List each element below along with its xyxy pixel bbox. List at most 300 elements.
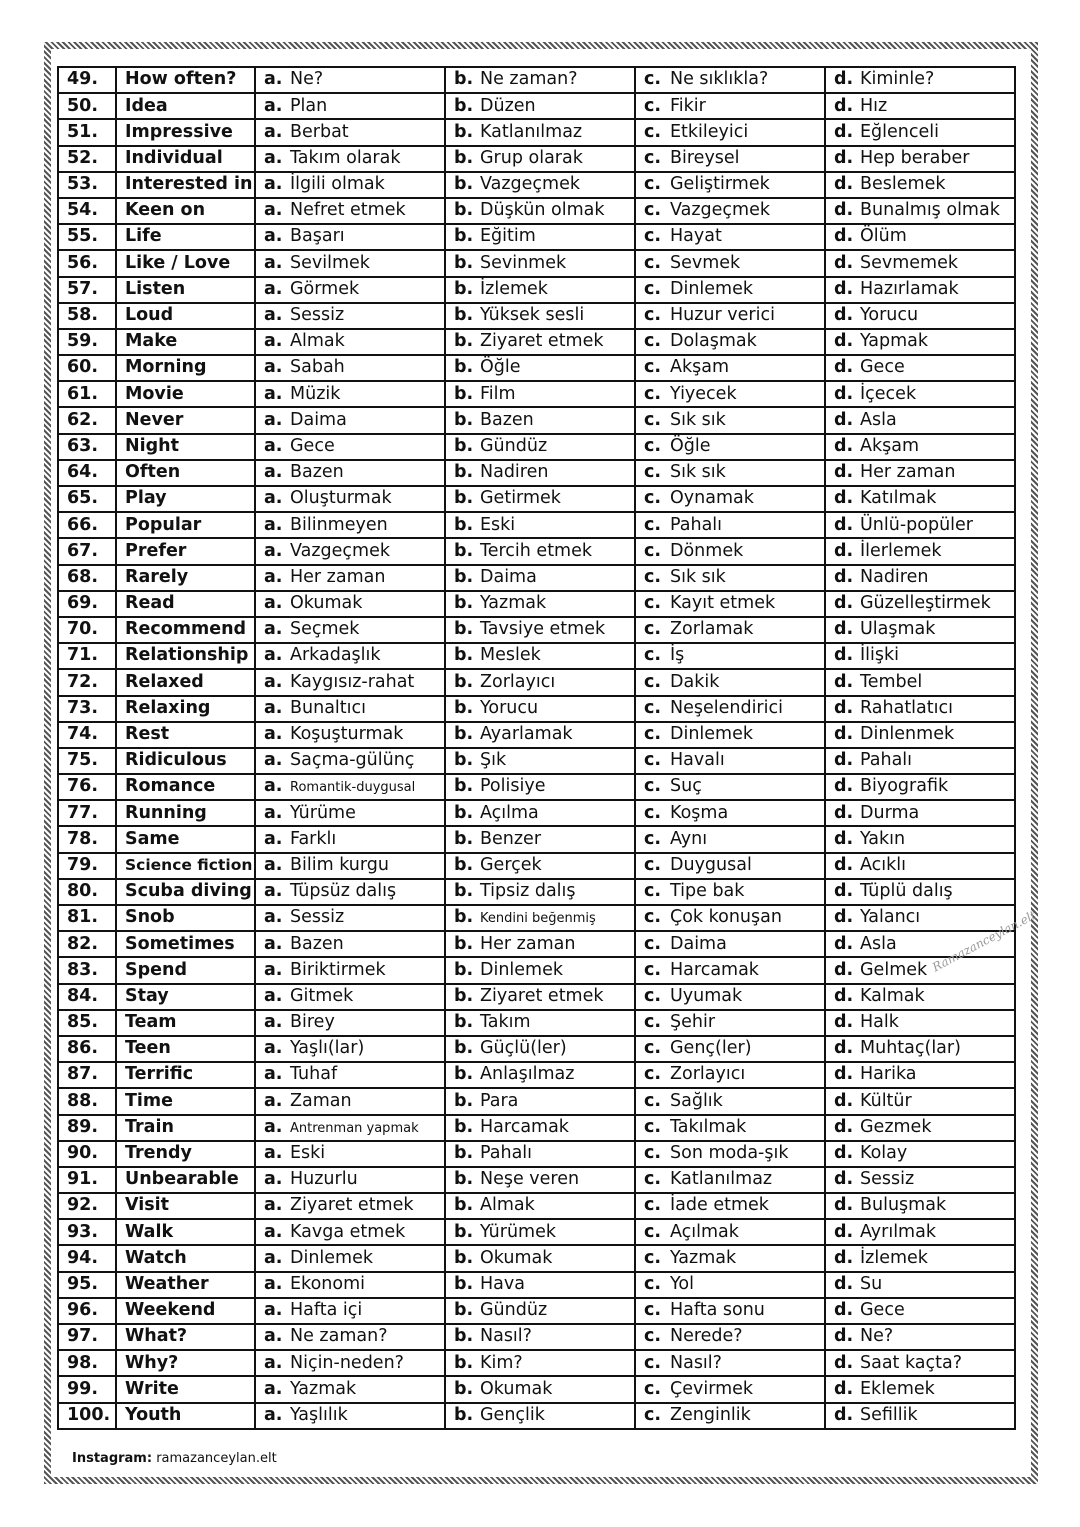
row-number: 100. [58,1403,116,1429]
english-word: Relaxing [116,696,255,722]
row-number: 54. [58,198,116,224]
option-text: Harcamak [670,959,759,980]
option-text: Bilim kurgu [290,854,389,875]
english-word: Prefer [116,538,255,564]
table-row [58,879,1015,905]
option-letter: a. [264,357,283,378]
table-row [58,1272,1015,1298]
option-letter: b. [454,985,474,1006]
table-row [58,748,1015,774]
table-row [58,905,1015,931]
option-b [445,1272,635,1298]
option-a [255,1350,445,1376]
option-text: Gündüz [480,1300,548,1321]
row-number: 57. [58,277,116,303]
option-text: Zorlayıcı [480,671,556,692]
option-c [635,67,825,93]
option-d [825,957,1015,983]
option-b [445,250,635,276]
option-letter: d. [834,331,854,352]
option-c [635,1193,825,1219]
table-row [58,853,1015,879]
option-text: Sevmemek [860,252,958,273]
option-letter: a. [264,1038,283,1059]
english-word: Sometimes [116,931,255,957]
english-word: Same [116,826,255,852]
option-text: Her zaman [480,933,576,954]
option-c [635,1062,825,1088]
option-letter: a. [264,750,283,771]
option-letter: a. [264,1352,283,1373]
english-word: Train [116,1115,255,1141]
option-letter: d. [834,540,854,561]
english-word: Idea [116,93,255,119]
option-text: Havalı [670,750,725,771]
option-letter: a. [264,252,283,273]
table-row [58,931,1015,957]
english-word: Science fiction [116,853,255,879]
option-text: Ziyaret etmek [290,1195,414,1216]
option-c [635,1298,825,1324]
option-d [825,853,1015,879]
option-letter: b. [454,1143,474,1164]
option-letter: a. [264,305,283,326]
option-b [445,1219,635,1245]
option-letter: c. [644,1300,662,1321]
option-a [255,434,445,460]
row-number: 99. [58,1376,116,1402]
option-text: Film [480,383,516,404]
option-text: Vazgeçmek [480,174,580,195]
row-number: 80. [58,879,116,905]
table-row [58,696,1015,722]
option-letter: d. [834,305,854,326]
option-d [825,277,1015,303]
option-a [255,591,445,617]
option-d [825,355,1015,381]
english-word: Listen [116,277,255,303]
option-letter: d. [834,174,854,195]
option-letter: c. [644,907,662,928]
option-letter: c. [644,462,662,483]
option-letter: a. [264,488,283,509]
option-a [255,1141,445,1167]
option-letter: c. [644,1038,662,1059]
option-b [445,826,635,852]
option-text: Pahalı [480,1143,533,1164]
option-text: Ünlü-popüler [860,514,974,535]
option-text: Takım olarak [290,147,401,168]
option-letter: c. [644,619,662,640]
option-text: Dinlemek [290,1247,374,1268]
option-text: Arkadaşlık [290,645,381,666]
option-b [445,1193,635,1219]
option-a [255,355,445,381]
option-text: Su [860,1273,883,1294]
row-number: 49. [58,67,116,93]
option-c [635,984,825,1010]
table-row [58,67,1015,93]
option-text: Her zaman [860,462,956,483]
option-text: Çevirmek [670,1378,754,1399]
option-letter: a. [264,959,283,980]
option-d [825,1088,1015,1114]
option-text: Dönmek [670,540,744,561]
option-letter: c. [644,357,662,378]
option-letter: d. [834,802,854,823]
option-text: Yüksek sesli [480,305,585,326]
option-a [255,119,445,145]
option-a [255,748,445,774]
option-text: Nasıl? [670,1352,722,1373]
option-text: Dinlemek [670,724,754,745]
option-letter: d. [834,1378,854,1399]
english-word: Movie [116,381,255,407]
option-d [825,434,1015,460]
option-letter: b. [454,959,474,980]
option-b [445,486,635,512]
option-letter: a. [264,907,283,928]
option-text: Benzer [480,828,542,849]
option-letter: d. [834,750,854,771]
option-text: Kiminle? [860,69,935,90]
row-number: 97. [58,1324,116,1350]
option-letter: b. [454,1038,474,1059]
option-letter: b. [454,802,474,823]
option-letter: b. [454,252,474,273]
option-text: Son moda-şık [670,1143,789,1164]
option-text: Dakik [670,671,720,692]
row-number: 53. [58,172,116,198]
option-text: Uyumak [670,985,743,1006]
option-b [445,1298,635,1324]
option-text: Gerçek [480,854,542,875]
option-d [825,1403,1015,1429]
option-a [255,146,445,172]
option-letter: b. [454,95,474,116]
option-a [255,172,445,198]
option-b [445,1324,635,1350]
english-word: Visit [116,1193,255,1219]
option-text: Nasıl? [480,1326,532,1347]
table-row [58,1245,1015,1271]
row-number: 77. [58,800,116,826]
option-letter: c. [644,435,662,456]
table-row [58,1115,1015,1141]
english-word: Make [116,329,255,355]
option-d [825,93,1015,119]
option-text: Zorlamak [670,619,754,640]
option-text: Bazen [290,933,344,954]
option-letter: a. [264,566,283,587]
option-b [445,1245,635,1271]
option-letter: b. [454,226,474,247]
option-d [825,1324,1015,1350]
option-text: Beslemek [860,174,946,195]
option-letter: d. [834,383,854,404]
option-letter: b. [454,1273,474,1294]
option-c [635,224,825,250]
option-text: Sabah [290,357,345,378]
option-d [825,407,1015,433]
option-text: Duygusal [670,854,752,875]
option-text: Kolay [860,1143,908,1164]
row-number: 86. [58,1036,116,1062]
option-c [635,669,825,695]
option-letter: a. [264,1273,283,1294]
option-text: Eklemek [860,1378,935,1399]
option-letter: c. [644,933,662,954]
row-number: 55. [58,224,116,250]
option-text: Polisiye [480,776,546,797]
option-text: Okumak [480,1378,553,1399]
option-a [255,696,445,722]
option-text: Sık sık [670,409,726,430]
option-letter: c. [644,1064,662,1085]
option-letter: a. [264,671,283,692]
option-text: Rahatlatıcı [860,697,953,718]
option-a [255,1062,445,1088]
option-text: Zaman [290,1090,352,1111]
english-word: Never [116,407,255,433]
english-word: Life [116,224,255,250]
option-letter: b. [454,1378,474,1399]
option-text: İlişki [860,645,899,666]
english-word: Weekend [116,1298,255,1324]
option-letter: c. [644,1143,662,1164]
english-word: Rest [116,722,255,748]
option-letter: b. [454,514,474,535]
english-word: Trendy [116,1141,255,1167]
option-text: Takılmak [670,1116,747,1137]
option-text: Yaşlı(lar) [290,1038,365,1059]
option-a [255,460,445,486]
option-text: Para [480,1090,519,1111]
option-letter: b. [454,776,474,797]
option-letter: d. [834,619,854,640]
option-text: Sık sık [670,462,726,483]
option-text: Bilinmeyen [290,514,388,535]
option-text: Şık [480,750,507,771]
option-d [825,1167,1015,1193]
option-text: Genç(ler) [670,1038,752,1059]
option-letter: b. [454,409,474,430]
row-number: 89. [58,1115,116,1141]
option-letter: c. [644,409,662,430]
option-text: Şehir [670,1012,716,1033]
english-word: Watch [116,1245,255,1271]
table-row [58,1350,1015,1376]
option-text: Hayat [670,226,722,247]
option-b [445,931,635,957]
option-text: Asla [860,409,897,430]
option-letter: a. [264,1300,283,1321]
option-text: Acıklı [860,854,907,875]
option-letter: d. [834,357,854,378]
option-d [825,669,1015,695]
option-letter: d. [834,1352,854,1373]
option-letter: a. [264,881,283,902]
option-text: Neşe veren [480,1169,580,1190]
option-text: İlerlemek [860,540,942,561]
option-a [255,669,445,695]
option-c [635,1324,825,1350]
option-a [255,905,445,931]
table-row [58,486,1015,512]
row-number: 67. [58,538,116,564]
row-number: 64. [58,460,116,486]
option-text: İş [670,645,685,666]
table-row [58,1062,1015,1088]
table-row [58,277,1015,303]
option-letter: d. [834,1038,854,1059]
option-letter: b. [454,1012,474,1033]
row-number: 52. [58,146,116,172]
option-d [825,643,1015,669]
option-b [445,643,635,669]
option-c [635,172,825,198]
table-row [58,119,1015,145]
option-c [635,1245,825,1271]
option-letter: b. [454,147,474,168]
option-letter: d. [834,121,854,142]
option-letter: c. [644,1352,662,1373]
option-b [445,905,635,931]
english-word: Interested in [116,172,255,198]
row-number: 50. [58,93,116,119]
option-c [635,1272,825,1298]
option-text: Takım [480,1012,531,1033]
option-text: Eski [290,1143,326,1164]
option-letter: a. [264,724,283,745]
table-row [58,329,1015,355]
option-text: Güçlü(ler) [480,1038,567,1059]
table-row [58,355,1015,381]
table-row [58,1088,1015,1114]
option-text: Gece [860,1300,905,1321]
table-row [58,800,1015,826]
option-text: Pahalı [670,514,723,535]
table-row [58,1219,1015,1245]
option-d [825,1350,1015,1376]
option-a [255,957,445,983]
option-letter: a. [264,1064,283,1085]
row-number: 96. [58,1298,116,1324]
option-c [635,512,825,538]
option-text: Kavga etmek [290,1221,406,1242]
option-letter: c. [644,697,662,718]
option-letter: d. [834,147,854,168]
option-letter: d. [834,278,854,299]
table-row [58,512,1015,538]
english-word: Teen [116,1036,255,1062]
option-letter: d. [834,697,854,718]
option-letter: b. [454,907,474,928]
row-number: 84. [58,984,116,1010]
option-a [255,617,445,643]
option-a [255,774,445,800]
option-c [635,931,825,957]
option-letter: b. [454,278,474,299]
option-b [445,1062,635,1088]
option-text: Almak [480,1195,535,1216]
option-letter: c. [644,252,662,273]
option-letter: c. [644,750,662,771]
option-letter: b. [454,645,474,666]
option-c [635,355,825,381]
option-text: İzlemek [480,278,548,299]
option-a [255,1193,445,1219]
english-word: Like / Love [116,250,255,276]
option-b [445,669,635,695]
option-letter: c. [644,645,662,666]
option-letter: a. [264,331,283,352]
option-letter: a. [264,174,283,195]
option-text: Huzur verici [670,305,775,326]
option-text: Gece [290,435,335,456]
row-number: 58. [58,303,116,329]
option-letter: d. [834,1064,854,1085]
option-text: Ne zaman? [290,1326,388,1347]
option-c [635,853,825,879]
option-b [445,748,635,774]
english-word: Why? [116,1350,255,1376]
row-number: 60. [58,355,116,381]
option-letter: a. [264,1169,283,1190]
option-c [635,617,825,643]
table-row [58,303,1015,329]
option-a [255,853,445,879]
option-b [445,879,635,905]
row-number: 95. [58,1272,116,1298]
option-letter: d. [834,645,854,666]
option-letter: d. [834,907,854,928]
table-row [58,774,1015,800]
option-text: İade etmek [670,1195,769,1216]
option-text: Düşkün olmak [480,200,605,221]
option-text: Nefret etmek [290,200,406,221]
table-row [58,93,1015,119]
row-number: 74. [58,722,116,748]
option-a [255,1272,445,1298]
option-letter: b. [454,1169,474,1190]
option-text: Nadiren [860,566,929,587]
option-a [255,250,445,276]
option-letter: d. [834,488,854,509]
row-number: 66. [58,512,116,538]
option-text: Gündüz [480,435,548,456]
option-text: Bunaltıcı [290,697,366,718]
option-b [445,696,635,722]
option-d [825,1036,1015,1062]
table-row [58,826,1015,852]
option-letter: a. [264,1326,283,1347]
option-letter: a. [264,226,283,247]
english-word: How often? [116,67,255,93]
option-letter: a. [264,776,283,797]
row-number: 76. [58,774,116,800]
option-c [635,1403,825,1429]
option-letter: b. [454,174,474,195]
option-c [635,407,825,433]
option-b [445,538,635,564]
option-c [635,1376,825,1402]
option-a [255,826,445,852]
option-letter: a. [264,854,283,875]
option-text: Tüplü dalış [860,881,953,902]
row-number: 61. [58,381,116,407]
option-b [445,1088,635,1114]
